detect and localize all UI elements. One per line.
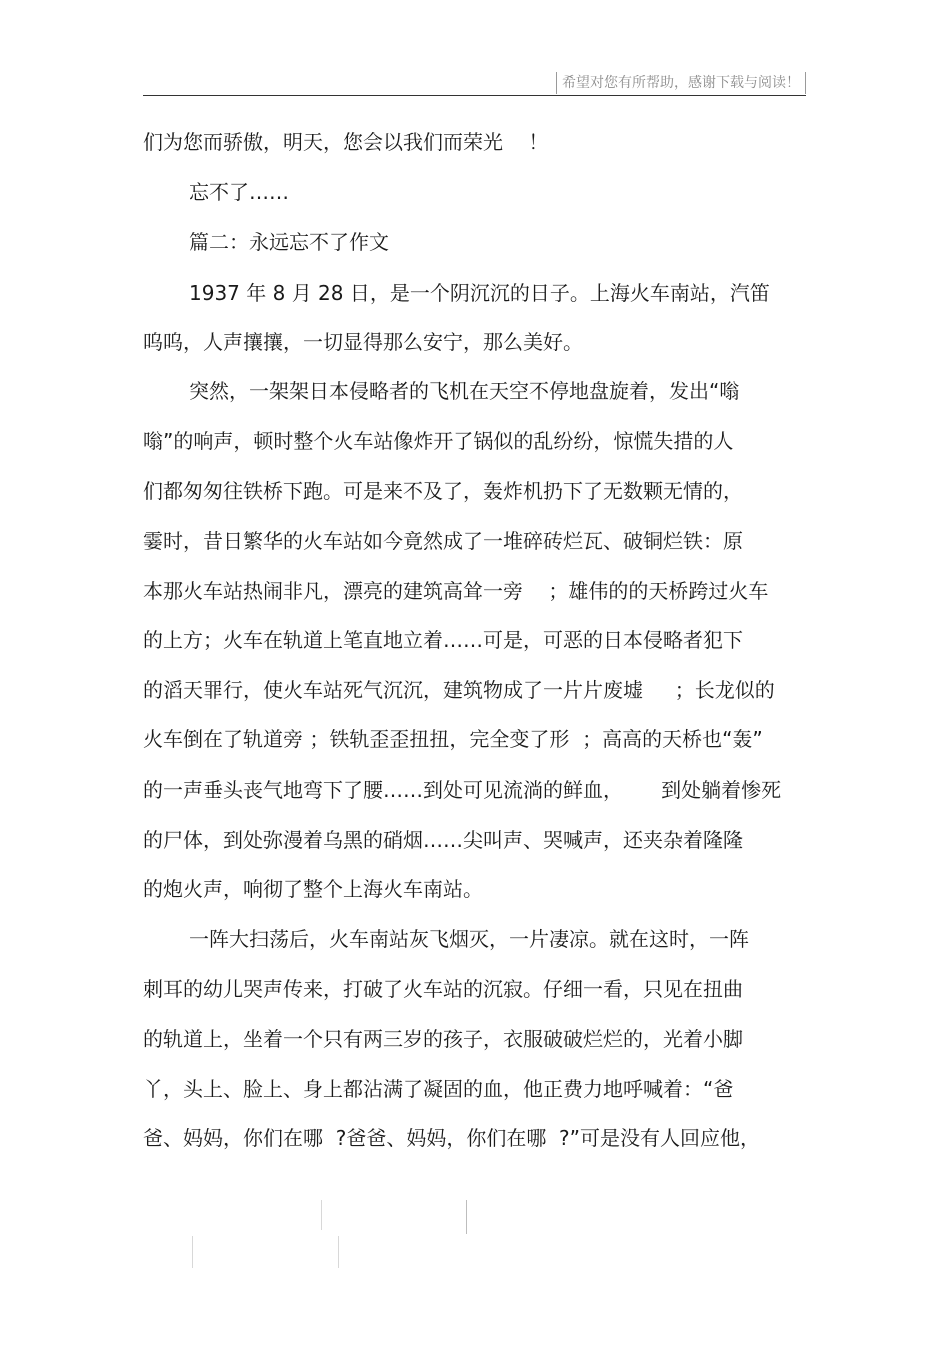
scan-artifact-bar [338, 1236, 339, 1268]
text-line-17: 一阵大扫荡后，火车南站灰飞烟灭，一片凄凉。就在这时，一阵 [189, 927, 749, 951]
text-line-7: 嗡”的响声，顿时整个火车站像炸开了锅似的乱纷纷，惊慌失措的人 [143, 429, 734, 453]
text-line-5: 呜呜，人声攘攘，一切显得那么安宁，那么美好。 [143, 330, 583, 354]
text-line-21: 爸、妈妈，你们在哪 ?爸爸、妈妈，你们在哪 ?”可是没有人回应他， [143, 1126, 761, 1150]
text-line-6: 突然，一架架日本侵略者的飞机在天空不停地盘旋着，发出“嗡 [189, 379, 740, 403]
text-line-14: 的一声垂头丧气地弯下了腰……到处可见流淌的鲜血， 到处躺着惨死 [143, 778, 782, 802]
text-line-12: 的滔天罪行，使火车站死气沉沉，建筑物成了一片片废墟 ；长龙似的 [143, 678, 775, 702]
text-line-16: 的炮火声，响彻了整个上海火车南站。 [143, 877, 483, 901]
section-heading: 篇二：永远忘不了作文 [189, 230, 389, 254]
text-line-20: 丫，头上、脸上、身上都沾满了凝固的血，他正费力地呼喊着：“爸 [143, 1077, 734, 1101]
text-line-10: 本那火车站热闹非凡，漂亮的建筑高耸一旁 ；雄伟的的天桥跨过火车 [143, 579, 769, 603]
scan-artifact-bar [466, 1200, 467, 1234]
scan-artifact-bar [192, 1236, 193, 1268]
text-line-18: 刺耳的幼儿哭声传来，打破了火车站的沉寂。仔细一看，只见在扭曲 [143, 977, 743, 1001]
text-line-15: 的尸体，到处弥漫着乌黑的硝烟……尖叫声、哭喊声，还夹杂着隆隆 [143, 828, 743, 852]
text-line-9: 霎时，昔日繁华的火车站如今竟然成了一堆碎砖烂瓦、破铜烂铁：原 [143, 529, 743, 553]
text-line-4: 1937 年 8 月 28 日，是一个阴沉沉的日子。上海火车南站，汽笛 [189, 281, 770, 305]
text-line-8: 们都匆匆往铁桥下跑。可是来不及了，轰炸机扔下了无数颗无情的， [143, 479, 743, 503]
text-line-13: 火车倒在了轨道旁 ；铁轨歪歪扭扭，完全变了形 ；高高的天桥也“轰” [143, 727, 763, 751]
header-rule [143, 95, 806, 96]
text-line-11: 的上方；火车在轨道上笔直地立着……可是，可恶的日本侵略者犯下 [143, 628, 743, 652]
header-banner: 希望对您有所帮助，感谢下载与阅读！ [556, 72, 806, 94]
scan-artifact-bar [321, 1200, 322, 1230]
text-line-19: 的轨道上，坐着一个只有两三岁的孩子，衣服破破烂烂的，光着小脚 [143, 1027, 743, 1051]
text-line-1: 们为您而骄傲，明天，您会以我们而荣光 ！ [143, 130, 549, 154]
text-line-2: 忘不了…… [189, 180, 289, 204]
